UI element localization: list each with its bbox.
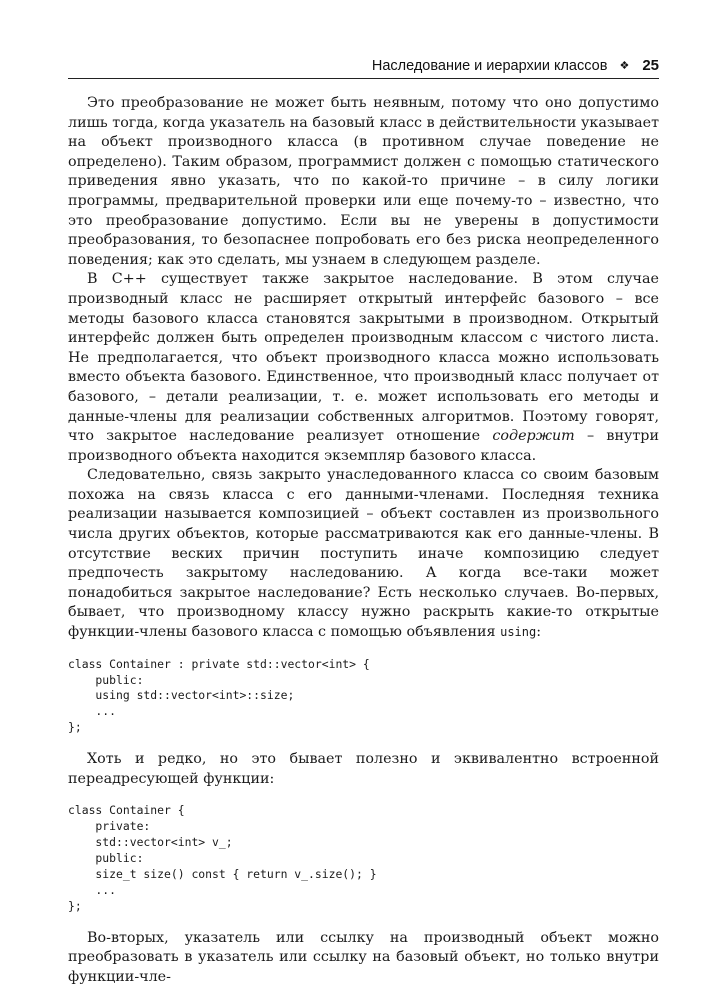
page-number: 25 bbox=[642, 57, 659, 74]
emphasis: содержит bbox=[492, 428, 575, 445]
paragraph: Это преобразование не может быть неявным, потому что оно допустимо лишь тогда, когда указатель на базовый класс в действительности указывает на объект производного класса (в противном случае поведение не определено). Таким образом, программист должен с помощью статического приведения явно указать, что по какой-то причине – в силу логики программы, предварительной проверки или еще почему-то – известно, что это преобразование допустимо. Если вы не уверены в допустимости преобразования, то безопаснее попробовать его без риска неопределенного поведения; как это сделать, мы узнаем в следующем разделе. bbox=[68, 95, 659, 268]
paragraph: Следовательно, связь закрыто унаследованного класса со своим базовым похожа на связь класса с его данными-членами. Последняя техника реализации называется композицией – объект составлен из произвольного числа других объектов, которые рассматриваются как его данные-члены. В отсутствие веских причин поступить иначе композицию следует предпочесть закрытому наследованию. А когда все-таки может понадобиться закрытое наследование? Есть несколько случаев. Во-первых, бывает, что производному классу нужно раскрыть какие-то открытые функции-члены базового класса с помощью объявления using: bbox=[68, 467, 659, 641]
paragraph: Во-вторых, указатель или ссылку на производный объект можно преобразовать в указатель или ссылку на базовый объект, но только внутри функции-чле- bbox=[68, 929, 659, 985]
running-header bbox=[68, 52, 659, 79]
code-block: class Container { private: std::vector<int> v_; public: size_t size() const { return v_.size(); } ... }; bbox=[68, 803, 377, 913]
inline-code: using bbox=[500, 625, 537, 640]
page-body bbox=[68, 94, 659, 987]
paragraph: В C++ существует также закрытое наследование. В этом случае производный класс не расширяет открытый интерфейс базового – все методы базового класса становятся закрытыми в производном. Открытый интерфейс должен быть определен производным классом с чистого листа. Не предполагается, что объект производного класса можно использовать вместо объекта базового. Единственное, что производный класс получает от базового, – детали реализации, т. е. может использовать его методы и данные-члены для реализации собственных алгоритмов. Поэтому говорят, что закрытое наследование реализует отношение содержит – внутри производного объекта находится экземпляр базового класса. bbox=[68, 271, 659, 464]
ornament-icon: ❖ bbox=[619, 60, 629, 72]
paragraph: Хоть и редко, но это бывает полезно и эквивалентно встроенной переадресующей функции: bbox=[68, 751, 659, 787]
code-block: class Container : private std::vector<int> { public: using std::vector<int>::size; ... }; bbox=[68, 656, 370, 735]
chapter-title: Наследование и иерархии классов bbox=[371, 57, 608, 74]
